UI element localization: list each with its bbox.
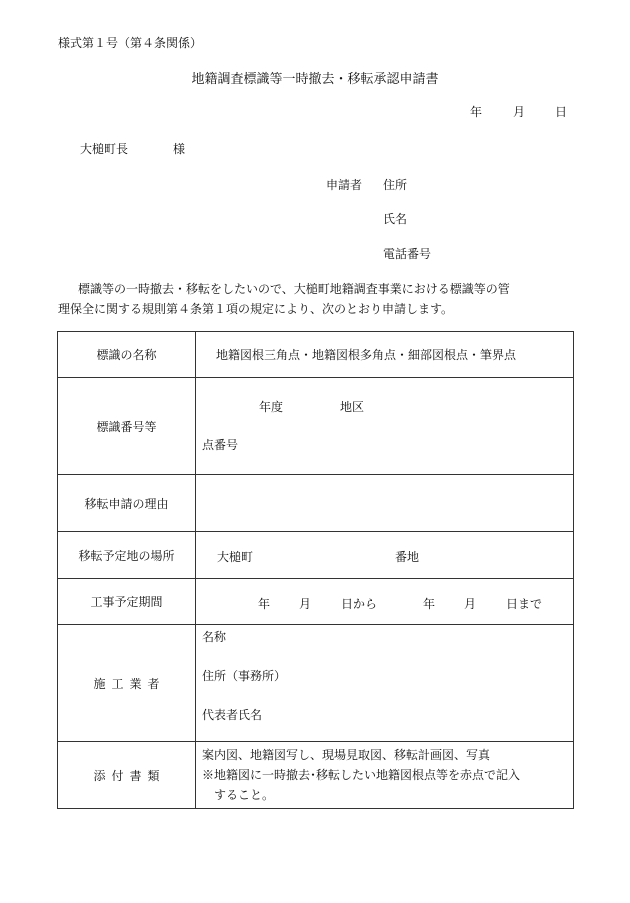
start-year-label: 年 [258,597,271,611]
request-statement [58,279,578,319]
relocation-lot-label: 番地 [395,550,420,564]
contractor-label: 施工業者 [58,625,196,742]
attachments-label: 添付書類 [58,742,196,809]
date-day: 日 [555,105,568,119]
row-work-period [58,579,574,625]
attachments-note: ※地籍図に一時撤去･移転したい地籍図根点等を赤点で記入 [202,768,521,782]
row-attachments [58,742,574,809]
date-month: 月 [513,105,526,119]
start-month-label: 月 [299,597,312,611]
relocation-place-field[interactable] [196,532,574,579]
contractor-address-label: 住所（事務所） [202,669,287,683]
addressee-honorific: 様 [173,142,186,156]
marker-year-label: 年度 [259,400,284,414]
applicant-name-label: 氏名 [383,212,408,226]
marker-name-value [196,332,574,378]
contractor-name-label: 名称 [202,630,227,644]
relocation-town: 大槌町 [217,550,254,564]
point-number-label: 点番号 [202,438,239,452]
marker-name-text: 地籍図根三角点・地籍図根多角点・細部図根点・筆界点 [216,348,517,362]
document-title: 地籍調査標識等一時撤去・移転承認申請書 [191,72,439,87]
relocation-place-label: 移転予定地の場所 [58,532,196,579]
row-relocation-reason [58,475,574,532]
attachments-field [196,742,574,809]
request-statement-line2: 理保全に関する規則第４条第１項の規定により、次のとおり申請します。 [58,302,454,316]
marker-name-label: 標識の名称 [58,332,196,378]
start-day-label: 日から [341,597,378,611]
work-period-label: 工事予定期間 [58,579,196,625]
row-relocation-place [58,532,574,579]
attachments-note-cont: すること。 [214,788,275,802]
marker-district-label: 地区 [340,400,365,414]
end-year-label: 年 [423,597,436,611]
end-day-label: 日まで [506,597,543,611]
contractor-representative-label: 代表者氏名 [202,708,263,722]
row-marker-number [58,378,574,475]
addressee-name: 大槌町長 [80,142,129,156]
marker-number-field[interactable] [196,378,574,475]
row-contractor [58,625,574,742]
date-year: 年 [470,105,483,119]
application-table [57,331,574,809]
attachments-list: 案内図、地籍図写し、現場見取図、移転計画図、写真 [202,748,491,762]
applicant-address-label: 住所 [383,178,408,192]
applicant-label: 申請者 [326,178,363,192]
work-period-field[interactable] [196,579,574,625]
row-marker-name [58,332,574,378]
relocation-reason-label: 移転申請の理由 [58,475,196,532]
contractor-field[interactable] [196,625,574,742]
request-statement-line1: 標識等の一時撤去・移転をしたいので、大槌町地籍調査事業における標識等の管 [78,282,510,296]
marker-number-label: 標識番号等 [58,378,196,475]
relocation-reason-field[interactable] [196,475,574,532]
addressee [80,140,186,157]
applicant-phone-label: 電話番号 [383,247,432,261]
form-number: 様式第１号（第４条関係） [58,36,203,50]
end-month-label: 月 [464,597,477,611]
